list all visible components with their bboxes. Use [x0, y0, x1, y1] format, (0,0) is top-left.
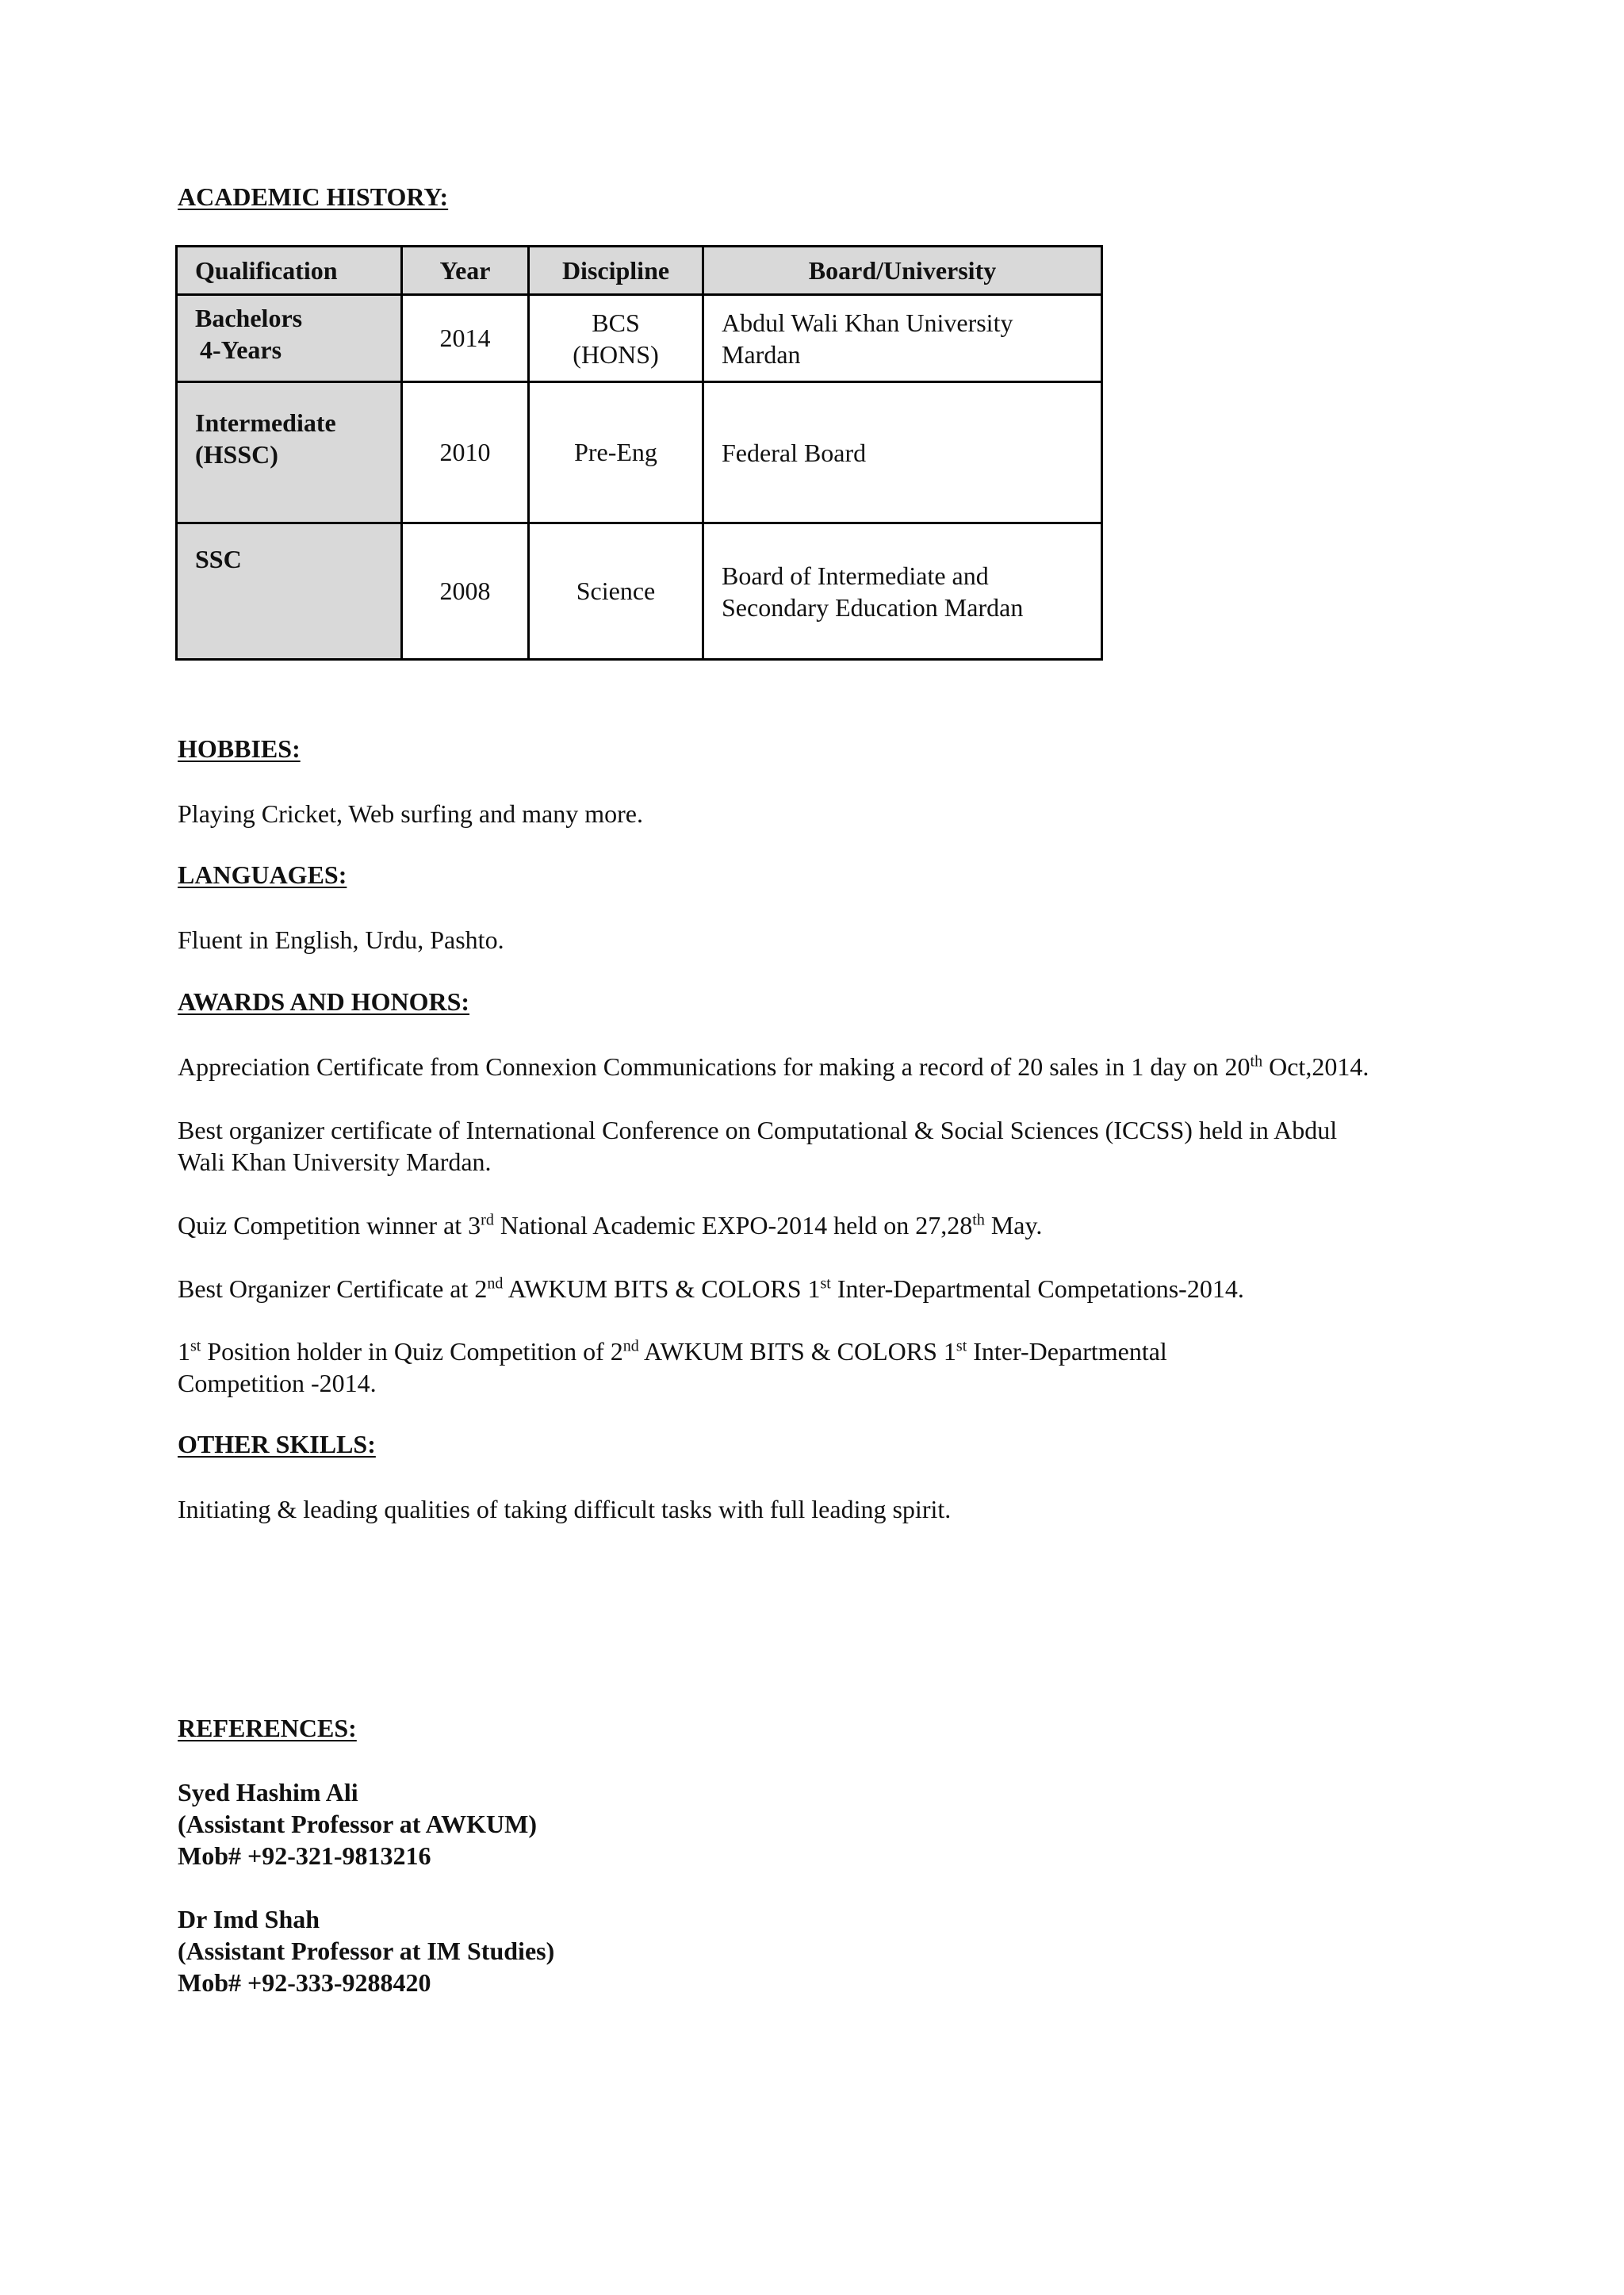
- ordinal-suffix: nd: [487, 1274, 504, 1293]
- ordinal-suffix: st: [820, 1274, 831, 1293]
- qualification-line: (HSSC): [195, 440, 278, 469]
- board-cell: Federal Board: [703, 382, 1102, 523]
- ordinal-suffix: nd: [622, 1337, 639, 1355]
- board-line: Secondary Education Mardan: [722, 592, 1024, 622]
- discipline-line: (HONS): [573, 339, 659, 369]
- board-cell: [703, 295, 1102, 382]
- ordinal-suffix: st: [190, 1337, 201, 1355]
- award-text: Inter-Departmental Competations-2014.: [830, 1274, 1244, 1303]
- award-text: Oct,2014.: [1262, 1052, 1369, 1081]
- award-text: Appreciation Certificate from Connexion Communications for making a record of 20 sales in 1 day on 20: [178, 1052, 1251, 1081]
- board-line: Abdul Wali Khan University: [722, 308, 1013, 337]
- qualification-line: Intermediate: [195, 408, 336, 437]
- references-heading: REFERENCES:: [178, 1714, 357, 1742]
- ordinal-suffix: th: [1250, 1052, 1263, 1071]
- award-item: [178, 1114, 1337, 1178]
- reference-title: (Assistant Professor at AWKUM): [178, 1810, 537, 1838]
- award-item: [178, 1209, 1042, 1241]
- awards-heading: AWARDS AND HONORS:: [178, 987, 470, 1016]
- qualification-cell: [177, 382, 402, 523]
- year-cell: 2008: [402, 523, 529, 660]
- award-item: [178, 1273, 1244, 1305]
- year-cell: 2010: [402, 382, 529, 523]
- award-text: Quiz Competition winner at 3: [178, 1211, 481, 1239]
- table-row: [177, 523, 1102, 660]
- header-discipline: Discipline: [529, 247, 703, 295]
- hobbies-text: Playing Cricket, Web surfing and many more.: [178, 799, 643, 828]
- academic-history-heading: ACADEMIC HISTORY:: [178, 182, 449, 211]
- board-line: Mardan: [722, 339, 801, 369]
- award-text: National Academic EXPO-2014 held on 27,28: [493, 1211, 973, 1239]
- header-board-university: Board/University: [703, 247, 1102, 295]
- header-year: Year: [402, 247, 529, 295]
- table-row: [177, 295, 1102, 382]
- table-header-row: [177, 247, 1102, 295]
- reference-title: (Assistant Professor at IM Studies): [178, 1937, 555, 1965]
- ordinal-suffix: th: [972, 1211, 985, 1229]
- award-line: Wali Khan University Mardan.: [178, 1148, 492, 1176]
- award-text: AWKUM BITS & COLORS 1: [503, 1274, 821, 1303]
- award-text: Best Organizer Certificate at 2: [178, 1274, 488, 1303]
- other-skills-heading: OTHER SKILLS:: [178, 1430, 376, 1458]
- award-text: Position holder in Quiz Competition of 2: [201, 1337, 623, 1366]
- award-line: Competition -2014.: [178, 1369, 377, 1397]
- languages-heading: LANGUAGES:: [178, 860, 347, 889]
- qualification-cell: [177, 295, 402, 382]
- qualification-cell: [177, 523, 402, 660]
- discipline-cell: Science: [529, 523, 703, 660]
- discipline-line: BCS: [592, 308, 640, 337]
- reference-block: [178, 1903, 554, 1998]
- qualification-line: 4-Years: [200, 335, 282, 364]
- award-text: May.: [984, 1211, 1043, 1239]
- ordinal-suffix: st: [956, 1337, 967, 1355]
- academic-history-table: [175, 245, 1103, 661]
- board-cell: [703, 523, 1102, 660]
- qualification-line: Bachelors: [195, 304, 303, 332]
- table-row: [177, 382, 1102, 523]
- discipline-cell: Pre-Eng: [529, 382, 703, 523]
- award-line: [178, 1335, 1167, 1367]
- reference-phone: Mob# +92-333-9288420: [178, 1968, 431, 1997]
- award-item: [178, 1051, 1369, 1082]
- header-qualification: Qualification: [177, 247, 402, 295]
- hobbies-heading: HOBBIES:: [178, 734, 301, 763]
- board-line: Board of Intermediate and: [722, 561, 989, 590]
- award-item: [178, 1335, 1167, 1399]
- award-text: 1: [178, 1337, 190, 1366]
- ordinal-suffix: rd: [481, 1211, 494, 1229]
- award-line: Best organizer certificate of International Conference on Computational & Social Sciences (ICCSS) held in Abdul: [178, 1116, 1338, 1144]
- reference-name: Dr Imd Shah: [178, 1905, 320, 1933]
- reference-block: [178, 1776, 537, 1872]
- reference-phone: Mob# +92-321-9813216: [178, 1841, 431, 1870]
- reference-name: Syed Hashim Ali: [178, 1778, 358, 1806]
- year-cell: 2014: [402, 295, 529, 382]
- other-skills-text: Initiating & leading qualities of taking difficult tasks with full leading spirit.: [178, 1495, 952, 1523]
- award-text: Inter-Departmental: [967, 1337, 1167, 1366]
- qualification-line: SSC: [195, 545, 242, 573]
- discipline-cell: [529, 295, 703, 382]
- award-text: AWKUM BITS & COLORS 1: [638, 1337, 956, 1366]
- languages-text: Fluent in English, Urdu, Pashto.: [178, 925, 504, 954]
